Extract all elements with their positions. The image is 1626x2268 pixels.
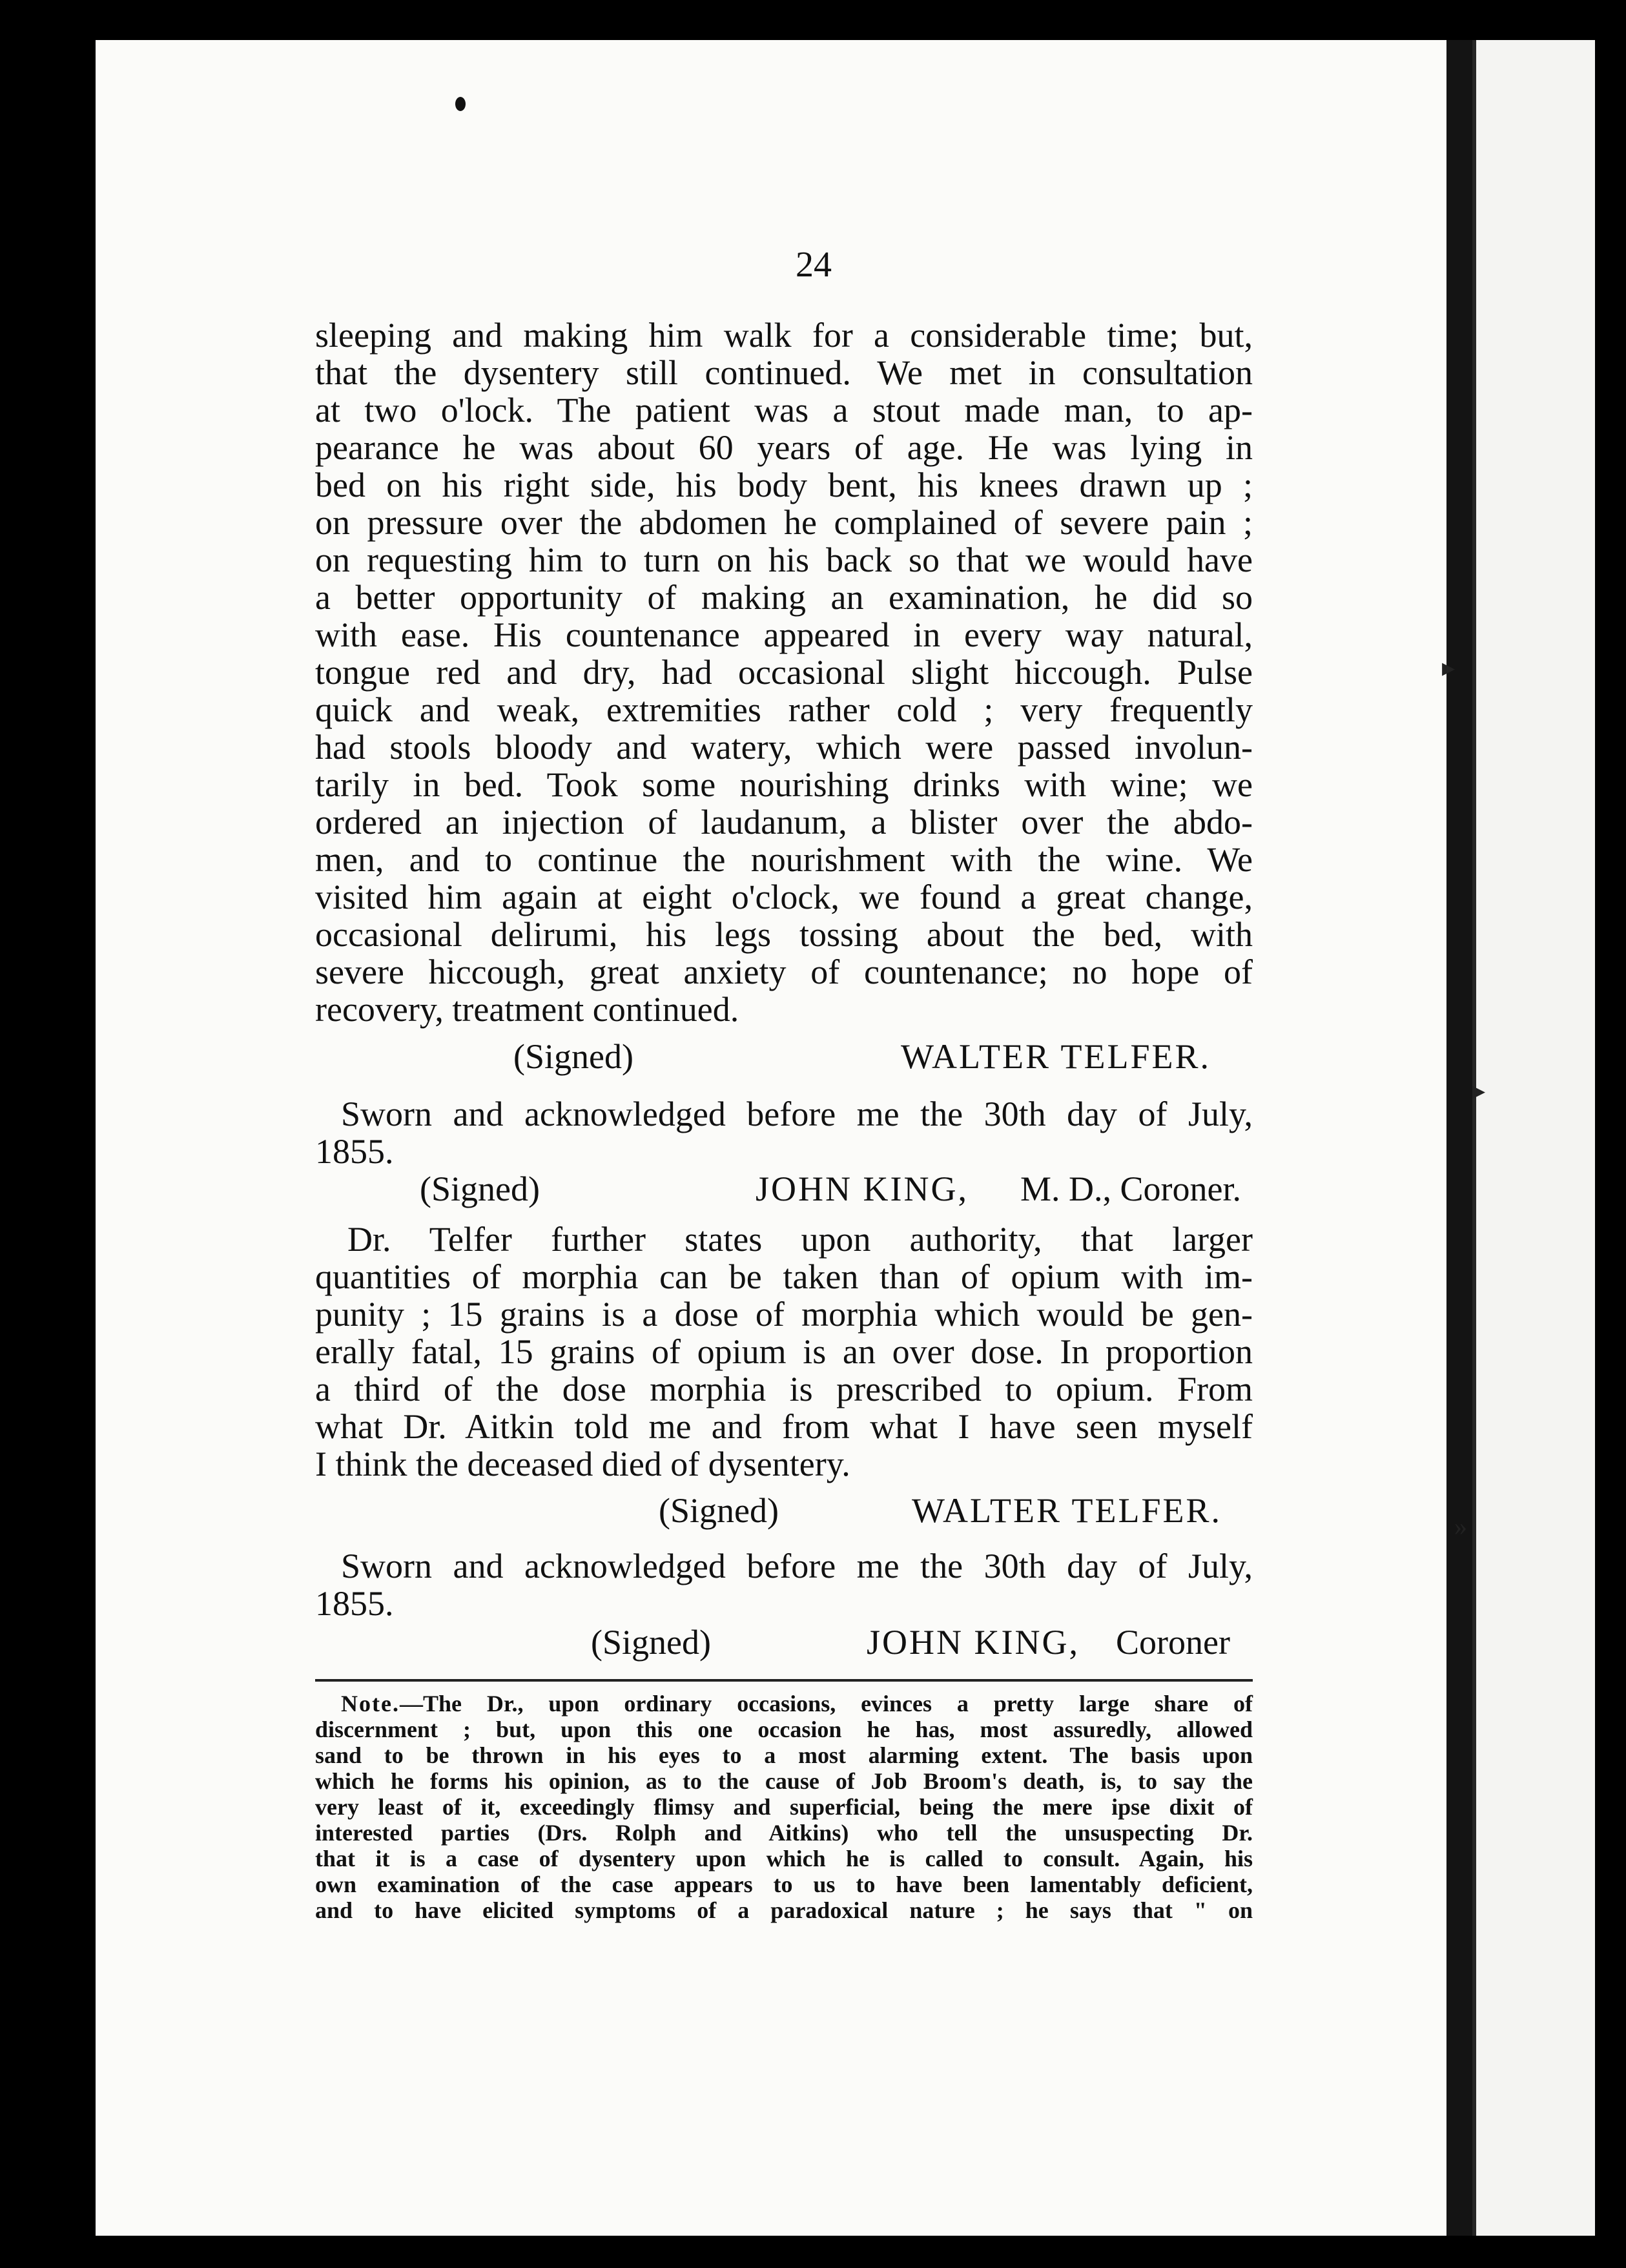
signatory-name: WALTER TELFER. bbox=[912, 1491, 1222, 1530]
body-line: erally fatal, 15 grains of opium is an over dose. In proportion bbox=[315, 1332, 1253, 1371]
body-line: pearance he was about 60 years of age. He was lying in bbox=[315, 428, 1253, 467]
ink-spot bbox=[455, 97, 466, 111]
body-line: recovery, treatment continued. bbox=[315, 990, 739, 1029]
book-spine bbox=[1446, 40, 1472, 2236]
margin-mark-arrow: ▸ bbox=[1442, 653, 1456, 682]
body-line: with ease. His countenance appeared in every way natural, bbox=[315, 615, 1253, 654]
body-line: on pressure over the abdomen he complained of severe pain ; bbox=[315, 503, 1253, 542]
body-line: visited him again at eight o'clock, we found a great change, bbox=[315, 878, 1253, 916]
sworn-line: Sworn and acknowledged before me the 30th day of July, bbox=[341, 1095, 1253, 1133]
margin-mark-chevron: » bbox=[1454, 1512, 1467, 1541]
footnote-first-line bbox=[315, 1691, 1253, 1716]
body-line: that the dysentery still continued. We met in consultation bbox=[315, 353, 1253, 392]
body-line: quick and weak, extremities rather cold ; very frequently bbox=[315, 690, 1253, 729]
footnote-line: very least of it, exceedingly flimsy and superficial, being the mere ipse dixit of bbox=[315, 1794, 1253, 1820]
body-line: Dr. Telfer further states upon authority, that larger bbox=[347, 1220, 1253, 1259]
body-line: tarily in bed. Took some nourishing drinks with wine; we bbox=[315, 765, 1253, 804]
footnote-label: Note. bbox=[341, 1691, 400, 1716]
footnote-line: discernment ; but, upon this one occasion he has, most assuredly, allowed bbox=[315, 1716, 1253, 1742]
coroner-title: M. D., Coroner. bbox=[1020, 1170, 1241, 1208]
body-line: men, and to continue the nourishment with the wine. We bbox=[315, 840, 1253, 879]
body-line: punity ; 15 grains is a dose of morphia which would be gen- bbox=[315, 1295, 1253, 1334]
body-line: tongue red and dry, had occasional slight hiccough. Pulse bbox=[315, 653, 1253, 692]
footnote-line: that it is a case of dysentery upon which he is called to consult. Again, his bbox=[315, 1846, 1253, 1871]
body-line: a third of the dose morphia is prescribed to opium. From bbox=[315, 1370, 1253, 1408]
sworn-year: 1855. bbox=[315, 1132, 394, 1171]
footnote-line: and to have elicited symptoms of a paradoxical nature ; he says that " on bbox=[315, 1897, 1253, 1923]
body-line: what Dr. Aitkin told me and from what I have seen myself bbox=[315, 1407, 1253, 1446]
body-line: severe hiccough, great anxiety of countenance; no hope of bbox=[315, 953, 1253, 991]
body-line: had stools bloody and watery, which were passed involun- bbox=[315, 728, 1253, 767]
body-line: sleeping and making him walk for a considerable time; but, bbox=[315, 316, 1253, 355]
signatory-name: WALTER TELFER. bbox=[901, 1037, 1211, 1076]
footnote-line: own examination of the case appears to us to have been lamentably deficient, bbox=[315, 1871, 1253, 1897]
signed-label: (Signed) bbox=[513, 1037, 633, 1076]
facing-page-edge bbox=[1472, 40, 1595, 2236]
body-line: on requesting him to turn on his back so that we would have bbox=[315, 541, 1253, 579]
signed-label: (Signed) bbox=[591, 1623, 711, 1662]
page-number: 24 bbox=[796, 245, 832, 285]
footnote-line: sand to be thrown in his eyes to a most alarming extent. The basis upon bbox=[315, 1742, 1253, 1768]
signed-label: (Signed) bbox=[659, 1491, 779, 1530]
footnote-text: —The Dr., upon ordinary occasions, evinces a pretty large share of bbox=[399, 1691, 1253, 1716]
signed-label: (Signed) bbox=[420, 1170, 540, 1208]
footnote-line: which he forms his opinion, as to the cause of Job Broom's death, is, to say the bbox=[315, 1768, 1253, 1794]
sworn-year: 1855. bbox=[315, 1584, 394, 1623]
sworn-line: Sworn and acknowledged before me the 30th day of July, bbox=[341, 1547, 1253, 1585]
margin-mark-arrow: ▸ bbox=[1472, 1076, 1486, 1105]
footnote-line: interested parties (Drs. Rolph and Aitkins) who tell the unsuspecting Dr. bbox=[315, 1820, 1253, 1846]
body-line: occasional delirumi, his legs tossing about the bed, with bbox=[315, 915, 1253, 954]
body-line: I think the deceased died of dysentery. bbox=[315, 1445, 850, 1483]
body-line: ordered an injection of laudanum, a blister over the abdo- bbox=[315, 803, 1253, 841]
coroner-name: JOHN KING, bbox=[867, 1623, 1080, 1662]
coroner-name: JOHN KING, bbox=[756, 1170, 969, 1208]
coroner-title: Coroner bbox=[1116, 1623, 1230, 1662]
footnote-rule bbox=[315, 1679, 1253, 1682]
body-line: a better opportunity of making an examination, he did so bbox=[315, 578, 1253, 617]
body-line: quantities of morphia can be taken than of opium with im- bbox=[315, 1257, 1253, 1296]
body-line: at two o'lock. The patient was a stout made man, to ap- bbox=[315, 391, 1253, 429]
body-line: bed on his right side, his body bent, his knees drawn up ; bbox=[315, 466, 1253, 504]
